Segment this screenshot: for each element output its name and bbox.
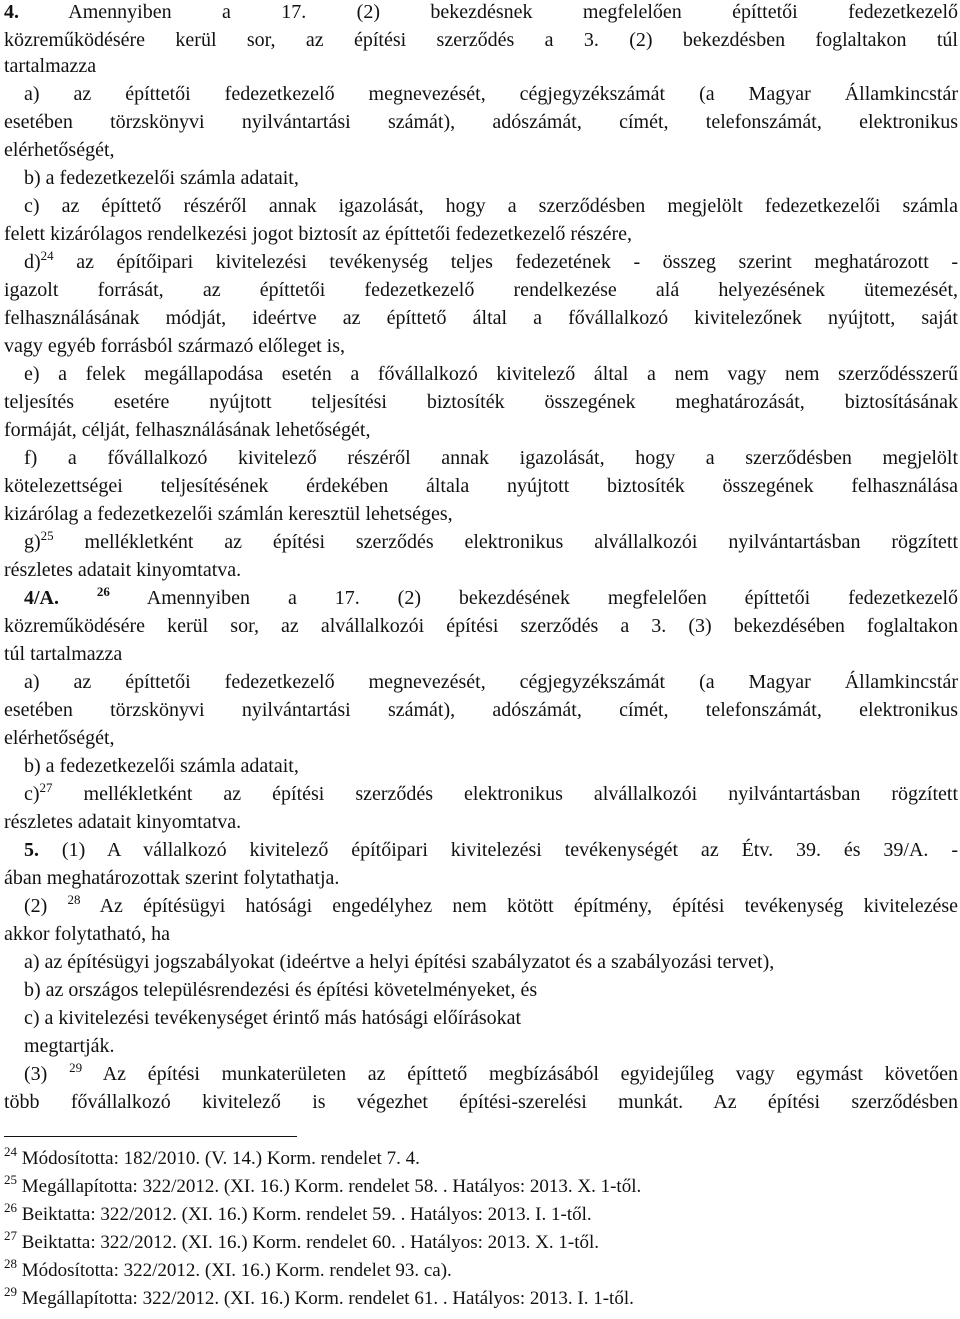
paragraph-5-line-2: ában meghatározottak szerint folytathatja.	[4, 867, 340, 889]
paragraph-4-line-3: tartalmazza	[4, 55, 97, 77]
item-e-line-3: formáját, célját, felhasználásának lehetőségét,	[4, 419, 371, 441]
item-d-line-2: igazolt forrását, az építtetői fedezetkezelő rendelkezése alá helyezésének ütemezését,	[4, 279, 958, 301]
item-5-a: a) az építésügyi jogszabályokat (ideértve a helyi építési szabályzatot és a szabályozási tervet),	[24, 951, 775, 973]
footnote-ref-24[interactable]: 24	[40, 248, 54, 263]
footnote-separator	[4, 1136, 297, 1137]
paragraph-5-3-line-2: több fővállalkozó kivitelező is végezhet építési-szerelési munkát. Az építési szerződésben	[4, 1091, 958, 1113]
footnote-ref-29[interactable]: 29	[69, 1060, 83, 1075]
item-e-line-2: teljesítés esetére nyújtott teljesítési biztosíték összegének meghatározását, biztosításának	[4, 391, 958, 413]
item-4a-a-line-3: elérhetőségét,	[4, 727, 115, 749]
paragraph-5-2-line-1: (2) $^{28}$ Az építésügyi hatósági engedélyhez nem kötött építmény, építési tevékenység kivitelezése	[24, 892, 959, 917]
footnote-27: $^{27}$ Beiktatta: 322/2012. (XI. 16.) Korm. rendelet 60. . Hatályos: 2013. X. 1-től.	[4, 1228, 600, 1253]
item-4a-c-line-2: részletes adatait kinyomtatva.	[4, 811, 242, 833]
footnote-25: $^{25}$ Megállapította: 322/2012. (XI. 16.) Korm. rendelet 58. . Hatályos: 2013. X. 1-től.	[4, 1172, 642, 1197]
paragraph-4-line-2: közreműködésére kerül sor, az építési szerződés a 3. (2) bekezdésben foglaltakon túl	[4, 29, 958, 51]
item-f-line-2: kötelezettségei teljesítésének érdekében általa nyújtott biztosíték összegének felhasználása	[4, 475, 958, 497]
paragraph-4-line-1: 4. Amennyiben a 17. (2) bekezdésnek megfelelően építtetői fedezetkezelő	[4, 1, 958, 23]
item-e-line-1: e) a felek megállapodása esetén a fővállalkozó kivitelező által a nem vagy nem szerződésszerű	[24, 363, 958, 385]
footnote-29: $^{29}$ Megállapította: 322/2012. (XI. 16.) Korm. rendelet 61. . Hatályos: 2013. I. 1-től.	[4, 1284, 634, 1309]
item-c-line-2: felett kizárólagos rendelkezési jogot biztosít az építtetői fedezetkezelő részére,	[4, 223, 633, 245]
item-c-line-1: c) az építtető részéről annak igazolását, hogy a szerződésben megjelölt fedezetkezelői számla	[24, 195, 958, 217]
paragraph-4a-line-3: túl tartalmazza	[4, 643, 123, 665]
item-d-line-3: felhasználásának módját, ideértve az építtető által a fővállalkozó kivitelezőnek nyújtott, saját	[4, 307, 958, 329]
item-4a-b: b) a fedezetkezelői számla adatait,	[24, 755, 299, 777]
item-f-line-3: kizárólag a fedezetkezelői számlán keresztül lehetséges,	[4, 503, 453, 525]
paragraph-5-line-1: 5. (1) A vállalkozó kivitelező építőipari kivitelezési tevékenységét az Étv. 39. és 39/A. -	[24, 839, 958, 861]
item-4a-a-line-2: esetében törzskönyvi nyilvántartási számát), adószámát, címét, telefonszámát, elektronikus	[4, 699, 958, 721]
item-g-line-2: részletes adatait kinyomtatva.	[4, 559, 242, 581]
footnote-26: $^{26}$ Beiktatta: 322/2012. (XI. 16.) Korm. rendelet 59. . Hatályos: 2013. I. 1-től.	[4, 1200, 592, 1225]
footnote-24: $^{24}$ Módosította: 182/2010. (V. 14.) Korm. rendelet 7. 4.	[4, 1144, 420, 1169]
item-a-line-2: esetében törzskönyvi nyilvántartási számát), adószámát, címét, telefonszámát, elektronikus	[4, 111, 958, 133]
paragraph-5-3-line-1: (3) $^{29}$ Az építési munkaterületen az építtető megbízásából egyidejűleg vagy egymást követően	[24, 1060, 958, 1085]
footnote-28: $^{28}$ Módosította: 322/2012. (XI. 16.) Korm. rendelet 93. ca).	[4, 1256, 452, 1281]
item-d-line-1: d)$^{24}$ az építőipari kivitelezési tevékenység teljes fedezetének - összeg szerint meghatározott -	[24, 248, 958, 273]
item-5-b: b) az országos településrendezési és építési követelményeket, és	[24, 979, 538, 1001]
item-5-c: c) a kivitelezési tevékenységet érintő más hatósági előírásokat	[24, 1007, 522, 1029]
paragraph-4a-line-1: 4/A. $^{26}$ Amennyiben a 17. (2) bekezdésének megfelelően építtetői fedezetkezelő	[24, 584, 959, 609]
item-4a-c-line-1: c)$^{27}$ mellékletként az építési szerződés elektronikus alvállalkozói nyilvántartásban rögzített	[24, 780, 958, 805]
item-a-line-3: elérhetőségét,	[4, 139, 115, 161]
paragraph-4a-line-2: közreműködésére kerül sor, az alvállalkozói építési szerződés a 3. (3) bekezdésében foglaltakon	[4, 615, 958, 637]
item-f-line-1: f) a fővállalkozó kivitelező részéről annak igazolását, hogy a szerződésben megjelölt	[24, 447, 958, 469]
footnote-ref-26[interactable]: 26	[96, 584, 110, 599]
item-5-closing: megtartják.	[24, 1035, 115, 1057]
item-b: b) a fedezetkezelői számla adatait,	[24, 167, 299, 189]
item-4a-a-line-1: a) az építtetői fedezetkezelő megnevezését, cégjegyzékszámát (a Magyar Államkincstár	[24, 671, 958, 693]
item-a-line-1: a) az építtetői fedezetkezelő megnevezését, cégjegyzékszámát (a Magyar Államkincstár	[24, 83, 958, 105]
item-g-line-1: g)$^{25}$ mellékletként az építési szerződés elektronikus alvállalkozói nyilvántartásban rögzített	[24, 528, 958, 553]
footnote-ref-25[interactable]: 25	[40, 528, 54, 543]
item-d-line-4: vagy egyéb forrásból származó előleget is,	[4, 335, 345, 357]
footnote-ref-28[interactable]: 28	[67, 892, 81, 907]
paragraph-5-2-line-2: akkor folytatható, ha	[4, 923, 171, 945]
footnote-ref-27[interactable]: 27	[39, 780, 53, 795]
